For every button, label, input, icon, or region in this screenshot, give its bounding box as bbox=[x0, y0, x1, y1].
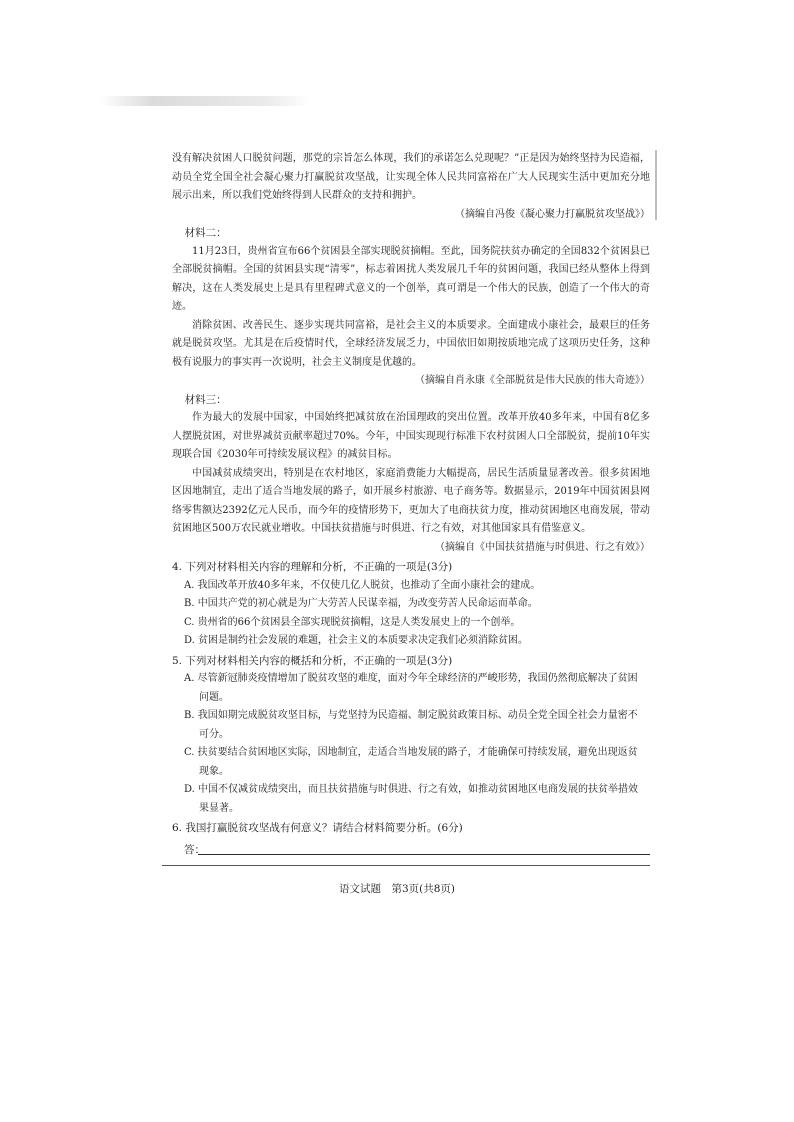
question-4-option-a: A. 我国改革开放40多年来，不仅使几亿人脱贫，也推动了全面小康社会的建成。 bbox=[184, 579, 541, 591]
question-5-option-c-cont: 现象。 bbox=[199, 765, 229, 777]
question-5-option-c-text: C. 扶贫要结合贫困地区实际，因地制宜，走适合当地发展的路子，才能确保可持续发展，避免出现返贫 bbox=[184, 747, 638, 758]
material2-paragraph-1: 11月23日，贵州省宣布66个贫困县全部实现脱贫摘帽。至此，国务院扶贫办确定的全国832个贫困县已全部脱贫摘帽。全国的贫困县实现“清零”，标志着困扰人类发展几千年的贫困问题，我国已经从整体上得到解决，这在人类发展史上是具有里程碑式意义的一个创举，真可谓是一个伟大的民族，创造了一个伟大的奇迹。 bbox=[172, 245, 650, 312]
question-5-option-d bbox=[172, 781, 650, 818]
material3-title: 材料三： bbox=[184, 393, 227, 406]
question-4-option-c: C. 贵州省的66个贫困县全部实现脱贫摘帽，这是人类发展史上的一个创举。 bbox=[184, 616, 521, 628]
answer-line bbox=[198, 854, 650, 855]
question-5-option-b-text: B. 我国如期完成脱贫攻坚目标，与党坚持为民造福、制定脱贫政策目标、动员全党全国全社会力量密不 bbox=[184, 710, 638, 721]
question-4-option-d: D. 贫困是制约社会发展的难题，社会主义的本质要求决定我们必须消除贫困。 bbox=[184, 635, 529, 646]
question-5-option-b-cont: 可分。 bbox=[199, 728, 229, 740]
material2-source: （摘编自肖永康《全部脱贫是伟大民族的伟大奇迹》） bbox=[415, 375, 650, 386]
question-5-option-a-cont: 问题。 bbox=[199, 691, 229, 703]
material2-title: 材料二： bbox=[184, 227, 227, 239]
page-edge-line bbox=[655, 150, 667, 220]
question-5-stem: 5. 下列对材料相关内容的概括和分析，不正确的一项是(3分) bbox=[172, 654, 453, 667]
material2-paragraph-2: 消除贫困、改善民生、逐步实现共同富裕，是社会主义的本质要求。全面建成小康社会，最艰巨的任务就是脱贫攻坚。尤其是在后疫情时代，全球经济发展乏力，中国依旧如期按质地完成了这项历史任务，这种极有说服力的事实再一次说明，社会主义制度是优越的。 bbox=[172, 319, 650, 368]
question-5-option-b bbox=[172, 707, 650, 744]
material3-paragraph-2: 中国减贫成绩突出，特别是在农村地区，家庭消费能力大幅提高，居民生活质量显著改善。很多贫困地区因地制宜，走出了适合当地发展的路子，如开展乡村旅游、电子商务等。数据显示，2019年中国贫困县网络零售额达2392亿元人民币，而今年的疫情形势下，更加大了电商扶贫力度，推动贫困地区电商发展，带动贫困地区500万农民就业增收。中国扶贫措施与时俱进、行之有效，对其他国家具有借鉴意义。 bbox=[172, 467, 650, 534]
answer-area[interactable] bbox=[172, 841, 650, 861]
question-5-option-a bbox=[172, 670, 650, 707]
question-5-option-c bbox=[172, 744, 650, 781]
scan-shadow bbox=[100, 96, 310, 106]
question-6-stem: 6. 我国打赢脱贫攻坚战有何意义？请结合材料简要分析。(6分) bbox=[172, 822, 463, 834]
material1-source: （摘编自冯俊《凝心聚力打赢脱贫攻坚战》） bbox=[455, 208, 650, 220]
answer-label: 答： bbox=[184, 843, 205, 856]
material3-paragraph-1: 作为最大的发展中国家，中国始终把减贫放在治国理政的突出位置。改革开放40多年来，中国有8亿多人摆脱贫困，对世界减贫贡献率超过70%。今年，中国实现现行标准下农村贫困人口全部脱贫，提前10年实现联合国《2030年可持续发展议程》的减贫目标。 bbox=[172, 412, 650, 460]
exam-page bbox=[172, 150, 650, 861]
material3-source: （摘编自《中国扶贫措施与时俱进、行之有效》） bbox=[435, 541, 650, 553]
answer-line-2 bbox=[162, 865, 650, 866]
question-5-option-d-cont: 果显著。 bbox=[199, 802, 239, 814]
material1-text: 没有解决贫困人口脱贫问题，那党的宗旨怎么体现，我们的承诺怎么兑现呢？”正是因为始终坚持为民造福，动员全党全国全社会凝心聚力打赢脱贫攻坚战，让实现全体人民共同富裕在广大人民现实生活中更加充分地展示出来，所以我们党始终得到人民群众的支持和拥护。 bbox=[172, 153, 650, 201]
question-4-option-b: B. 中国共产党的初心就是为广大劳苦人民谋幸福，为改变劳苦人民命运而革命。 bbox=[184, 598, 538, 609]
question-5-option-a-text: A. 尽管新冠肺炎疫情增加了脱贫攻坚的难度，面对今年全球经济的严峻形势，我国仍然彻底解决了贫困 bbox=[184, 673, 638, 684]
question-5-option-d-text: D. 中国不仅减贫成绩突出，而且扶贫措施与时俱进、行之有效，如推动贫困地区电商发展的扶贫举措效 bbox=[184, 784, 639, 795]
question-4-stem: 4. 下列对材料相关内容的理解和分析，不正确的一项是(3分) bbox=[172, 561, 453, 573]
page-footer: 语文试题 第3页(共8页) bbox=[338, 883, 456, 895]
